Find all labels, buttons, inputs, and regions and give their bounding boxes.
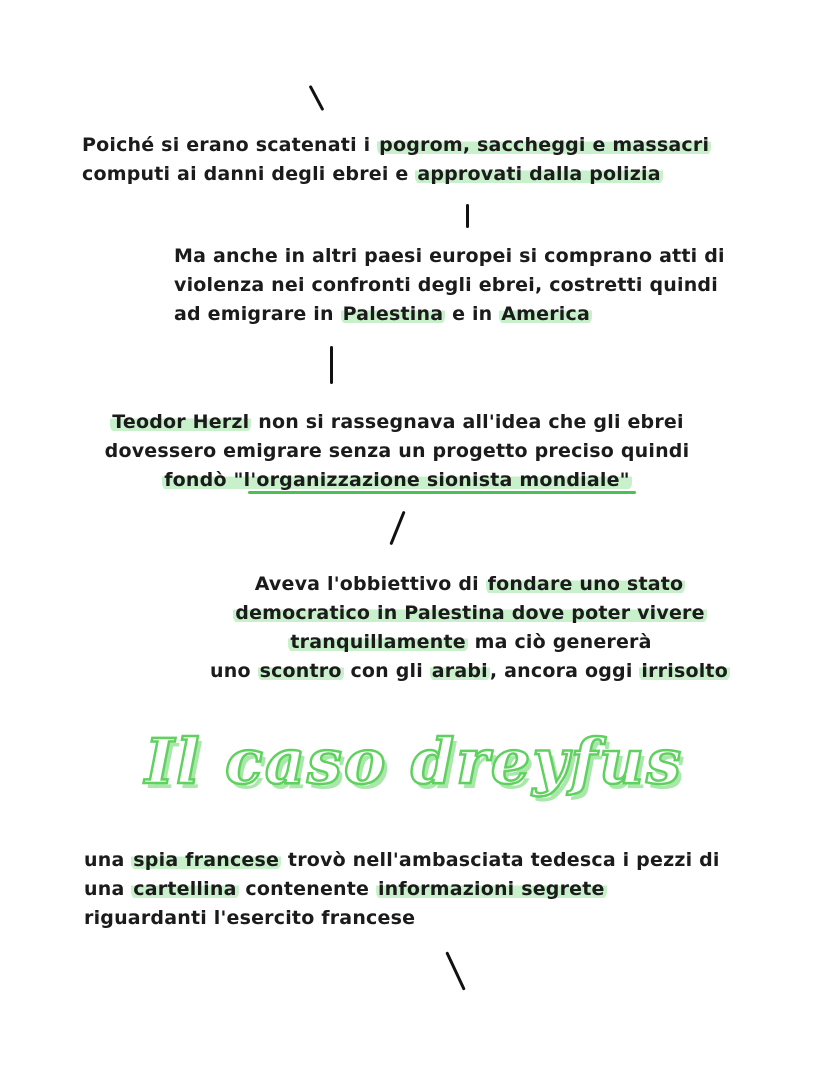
emigrazione-line-3 bbox=[174, 300, 725, 329]
paragraph-herzl bbox=[92, 408, 702, 495]
obiettivo-line-3 bbox=[200, 628, 740, 657]
section-heading: Il caso dreyfus bbox=[144, 725, 684, 798]
connector-line-4 bbox=[389, 511, 405, 546]
pogrom-line-1 bbox=[82, 131, 711, 160]
obiettivo-line-1 bbox=[200, 570, 740, 599]
text-span: e in bbox=[445, 303, 500, 325]
text-span: violenza nei confronti degli ebrei, costretti quindi bbox=[174, 274, 718, 296]
highlighted-text: irrisolto bbox=[641, 660, 728, 682]
highlighted-text: Palestina bbox=[342, 303, 444, 325]
text-span: computi ai danni degli ebrei e bbox=[82, 163, 416, 185]
text-span: riguardanti l'esercito francese bbox=[84, 907, 416, 929]
text-span: una bbox=[84, 849, 132, 871]
text-span: con gli bbox=[343, 660, 430, 682]
highlighted-text: fondò "l'organizzazione sionista mondiale" bbox=[164, 469, 630, 491]
highlighted-text: approvati dalla polizia bbox=[417, 163, 661, 185]
highlighted-text: spia francese bbox=[133, 849, 280, 871]
text-span: ma ciò genererà bbox=[467, 631, 652, 653]
highlighted-text: America bbox=[501, 303, 590, 325]
herzl-line-1 bbox=[92, 408, 702, 437]
paragraph-pogrom bbox=[82, 131, 711, 189]
herzl-underline bbox=[248, 491, 636, 494]
text-span: trovò nell'ambasciata tedesca i pezzi di bbox=[281, 849, 720, 871]
pogrom-line-2 bbox=[82, 160, 711, 189]
text-span: , ancora oggi bbox=[489, 660, 640, 682]
herzl-line-2 bbox=[92, 437, 702, 466]
paragraph-emigrazione bbox=[174, 242, 725, 329]
highlighted-text: Teodor Herzl bbox=[112, 411, 250, 433]
connector-line-3 bbox=[330, 346, 333, 384]
highlighted-text: scontro bbox=[259, 660, 342, 682]
obiettivo-line-2 bbox=[200, 599, 740, 628]
text-span: Aveva l'obbiettivo di bbox=[254, 573, 486, 595]
text-span: uno bbox=[210, 660, 258, 682]
text-span: una bbox=[84, 878, 132, 900]
text-span: non si rassegnava all'idea che gli ebrei bbox=[251, 411, 684, 433]
spia-line-1 bbox=[84, 846, 720, 875]
spia-line-2 bbox=[84, 875, 720, 904]
paragraph-spia bbox=[84, 846, 720, 933]
connector-line-5 bbox=[445, 951, 465, 990]
text-span: contenente bbox=[238, 878, 376, 900]
text-span: ad emigrare in bbox=[174, 303, 341, 325]
connector-line-2 bbox=[466, 204, 469, 228]
highlighted-text: democratico in Palestina dove poter vivere bbox=[235, 602, 705, 624]
highlighted-text: pogrom, saccheggi e massacri bbox=[379, 134, 710, 156]
emigrazione-line-1 bbox=[174, 242, 725, 271]
highlighted-text: arabi bbox=[431, 660, 488, 682]
highlighted-text: informazioni segrete bbox=[377, 878, 605, 900]
emigrazione-line-2 bbox=[174, 271, 725, 300]
obiettivo-line-4 bbox=[200, 657, 740, 686]
text-span: dovessero emigrare senza un progetto preciso quindi bbox=[104, 440, 690, 462]
highlighted-text: cartellina bbox=[133, 878, 237, 900]
text-span: Poiché si erano scatenati i bbox=[82, 134, 378, 156]
text-span: Ma anche in altri paesi europei si comprano atti di bbox=[174, 245, 725, 267]
highlighted-text: tranquillamente bbox=[290, 631, 466, 653]
paragraph-obiettivo bbox=[200, 570, 740, 686]
connector-line-1 bbox=[309, 85, 325, 111]
spia-line-3 bbox=[84, 904, 720, 933]
highlighted-text: fondare uno stato bbox=[487, 573, 684, 595]
